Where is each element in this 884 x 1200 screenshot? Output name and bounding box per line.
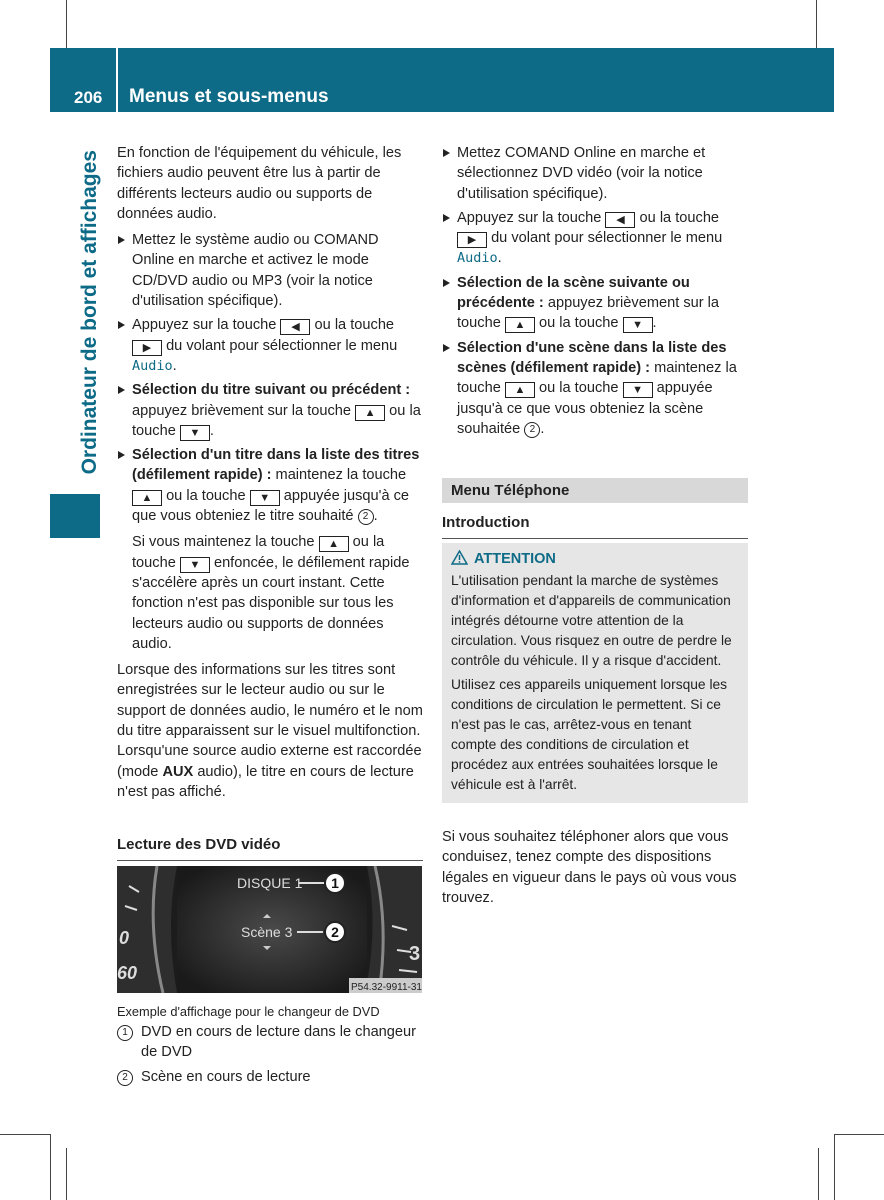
instruction-bullet — [117, 315, 423, 376]
right-arrow-key: ▶ — [457, 232, 487, 248]
page-number: 206 — [74, 88, 103, 107]
crop-mark — [66, 0, 67, 48]
speed-label-0: 0 — [119, 928, 130, 948]
side-tab-marker — [50, 494, 100, 538]
instruction-bullet — [442, 338, 748, 439]
legend-text: Scène en cours de lecture — [141, 1068, 311, 1085]
menu-name: Audio — [132, 357, 173, 374]
bullet-text: du volant pour sélectionner le menu — [491, 230, 723, 247]
warning-title-row — [451, 549, 739, 569]
legend-item — [117, 1067, 423, 1087]
bullet-text: Mettez COMAND Online en marche et sélectionnez DVD vidéo (voir la notice d'utilisation spécifique). — [457, 145, 706, 202]
bullet-text: appuyée jusqu'à ce que vous obteniez la scène souhaitée — [457, 380, 713, 437]
dvd-heading: Lecture des DVD vidéo — [117, 835, 423, 861]
bullet-text: appuyée jusqu'à ce que vous obteniez le titre souhaité — [132, 487, 410, 525]
bullet-text: ou la touche — [132, 402, 421, 439]
dashboard-graphic — [117, 866, 422, 993]
introduction-heading: Introduction — [442, 513, 748, 539]
bullet-text: appuyez brièvement sur la touche — [457, 295, 720, 332]
crop-mark — [66, 1148, 67, 1200]
bullet-text: appuyez brièvement sur la touche — [132, 402, 352, 419]
legend — [117, 1022, 423, 1091]
instruction-bullet — [117, 230, 423, 311]
callout-number: 2 — [358, 509, 374, 525]
punct: . — [172, 357, 177, 374]
bullet-text: Mettez le système audio ou COMAND Online en marche et activez le mode CD/DVD audio ou MP3 (voir la notice d'utilisation spécifique). — [132, 232, 379, 310]
instruction-bullet — [442, 143, 748, 204]
bullet-bold: Sélection du titre suivant ou précédent : — [132, 382, 411, 399]
up-arrow-key: ▲ — [319, 536, 349, 552]
bullet-text: Appuyez sur la touche — [132, 317, 277, 334]
right-arrow-key: ▶ — [132, 340, 162, 356]
header-divider — [116, 48, 118, 112]
dashboard-image — [117, 866, 422, 993]
bullet-bold: Sélection d'un titre dans la liste des titres (défilement rapide) : — [132, 447, 420, 484]
bullet-text: ou la touche — [166, 487, 246, 504]
punct: . — [373, 508, 378, 525]
instruction-bullet — [442, 208, 748, 269]
down-arrow-key: ▼ — [623, 317, 653, 333]
crop-mark — [0, 1134, 50, 1135]
bullet-text: Appuyez sur la touche — [457, 209, 602, 226]
warning-text: L'utilisation pendant la marche de systèmes d'information et d'appareils de communication intégrés détourne votre attention de la circulation. Vous risquez en outre de perdre le contrôle du véhicule. Il y a risque d'accident. — [451, 573, 732, 668]
legend-text: DVD en cours de lecture dans le changeur de DVD — [141, 1024, 417, 1061]
final-paragraph: Si vous souhaitez téléphoner alors que vous conduisez, tenez compte des dispositions légales en vigueur dans le pays où vous vous trouvez. — [442, 829, 737, 906]
down-arrow-key: ▼ — [180, 557, 210, 573]
image-code: P54.32-9911-31 — [351, 982, 422, 993]
left-arrow-key: ◀ — [280, 319, 310, 335]
up-arrow-key: ▲ — [505, 382, 535, 398]
legend-number: 1 — [117, 1025, 133, 1041]
callout-number: 2 — [524, 422, 540, 438]
warning-title: ATTENTION — [474, 551, 556, 567]
up-arrow-key: ▲ — [505, 317, 535, 333]
bullet-text: ou la touche — [314, 317, 395, 334]
bullet-bold: Sélection de la scène suivante ou précédente : — [457, 274, 690, 312]
punct: . — [652, 315, 657, 332]
warning-box — [442, 543, 748, 803]
crop-mark — [834, 1134, 835, 1200]
warning-text: Utilisez ces appareils uniquement lorsque les conditions de circulation le permettent. Si ce n'est pas le cas, arrêtez-vous en tenant compte des conditions de circulation et procédez aux entrées souhaitées lorsque le véhicule est à l'arrêt. — [451, 677, 728, 792]
down-arrow-key: ▼ — [623, 382, 653, 398]
instruction-bullet — [117, 380, 423, 441]
bullet-text: ou la touche — [538, 315, 619, 332]
instruction-bullet — [442, 273, 748, 334]
bullet-text: ou la touche — [639, 209, 720, 226]
legend-item — [117, 1022, 423, 1063]
display-line-1: DISQUE 1 — [237, 875, 303, 891]
crop-mark — [834, 1134, 884, 1135]
para-bold: AUX — [162, 763, 194, 780]
punct: . — [209, 422, 214, 439]
bullet-text: ou la touche — [538, 380, 619, 397]
callout-1: 1 — [331, 875, 339, 891]
bullet-text: maintenez la touche — [457, 359, 737, 397]
bullet-continuation — [132, 532, 423, 654]
up-arrow-key: ▲ — [132, 490, 162, 506]
punct: . — [497, 250, 502, 267]
rpm-label: 3 — [409, 943, 421, 965]
down-arrow-key: ▼ — [180, 425, 210, 441]
para-text: Lorsque des informations sur les titres sont enregistrées sur le lecteur audio ou sur le support de données audio, le numéro et le nom du titre apparaissent sur le visuel multifonction. Lorsqu'une source audio externe est raccordée (mode — [117, 662, 423, 780]
punct: . — [540, 420, 545, 437]
body-paragraph — [117, 660, 423, 802]
crop-mark — [818, 1148, 819, 1200]
side-tab-label: Ordinateur de bord et affichages — [78, 150, 101, 475]
para-text: audio), le titre en cours de lecture n'est pas affiché. — [117, 763, 414, 800]
speed-label-60: 60 — [117, 963, 138, 983]
left-arrow-key: ◀ — [605, 212, 635, 228]
section-title: Menus et sous-menus — [129, 86, 329, 107]
menu-telephone-band: Menu Téléphone — [442, 478, 748, 503]
crop-mark — [816, 0, 817, 48]
bullet-text: enfoncée, le défilement rapide s'accélère après un court instant. Cette fonction n'est pas disponible sur tous les lecteurs audio ou supports de données audio. — [132, 554, 410, 652]
bullet-text: ou la touche — [132, 534, 385, 571]
down-arrow-key: ▼ — [250, 490, 280, 506]
right-column — [442, 143, 748, 443]
left-column — [117, 143, 423, 808]
up-arrow-key: ▲ — [355, 405, 385, 421]
crop-mark — [50, 1134, 51, 1200]
legend-number: 2 — [117, 1070, 133, 1086]
warning-icon — [451, 550, 468, 565]
bullet-text: maintenez la touche — [275, 467, 407, 484]
display-line-2: Scène 3 — [241, 924, 293, 940]
bullet-text: du volant pour sélectionner le menu — [166, 337, 398, 354]
bullet-bold: Sélection d'une scène dans la liste des scènes (défilement rapide) : — [457, 339, 727, 376]
intro-paragraph: En fonction de l'équipement du véhicule, les fichiers audio peuvent être lus à partir de différents lecteurs audio ou supports de données audio. — [117, 145, 402, 222]
bullet-text: Si vous maintenez la touche — [132, 534, 315, 551]
image-caption: Exemple d'affichage pour le changeur de DVD — [117, 1004, 380, 1019]
instruction-bullet — [117, 445, 423, 654]
callout-2: 2 — [331, 924, 339, 940]
menu-name: Audio — [457, 250, 498, 267]
